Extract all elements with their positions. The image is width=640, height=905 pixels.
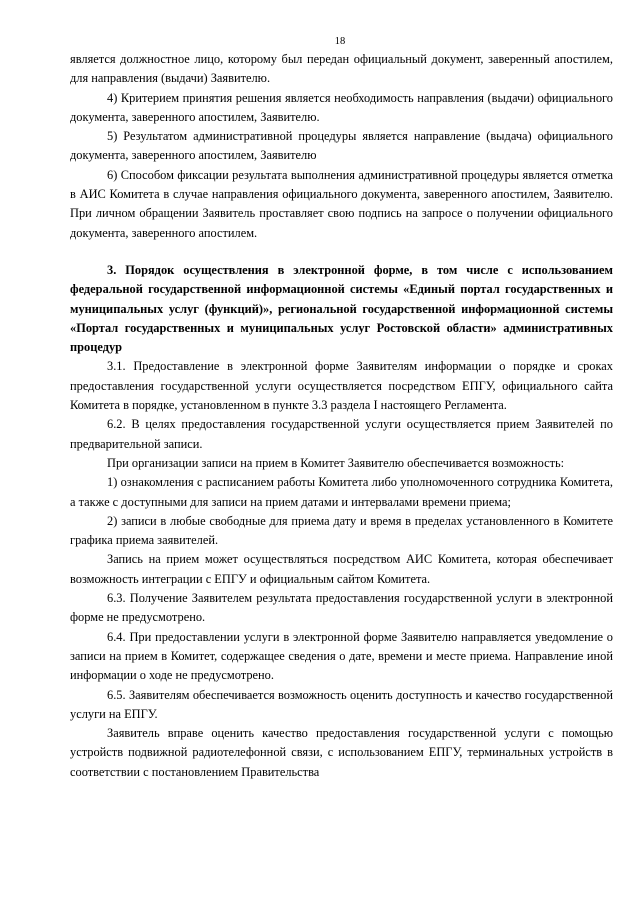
page-number: 18 — [334, 36, 346, 47]
paragraph-ais-appointment: Запись на прием может осуществляться посредством АИС Комитета, которая обеспечивает возможность интеграции с ЕПГУ и официальным сайтом Комитета. — [70, 552, 613, 586]
document-body — [70, 50, 613, 782]
paragraph-item-5: 5) Результатом административной процедуры является направление (выдача) официального документа, заверенного апостилем, Заявителю — [70, 129, 613, 163]
paragraph-6-4: 6.4. При предоставлении услуги в электронной форме Заявителю направляется уведомление о записи на прием в Комитет, содержащее сведения о дате, времени и месте приема. Направление иной информации о ходе не предусмотрено. — [70, 629, 613, 683]
paragraph-6-3: 6.3. Получение Заявителем результата предоставления государственной услуги в электронной форме не предусмотрено. — [70, 591, 613, 625]
paragraph-continuation: является должностное лицо, которому был передан официальный документ, заверенный апостилем, для направления (выдачи) Заявителю. — [70, 52, 613, 86]
paragraph-6-5: 6.5. Заявителям обеспечивается возможность оценить доступность и качество государственной услуги на ЕПГУ. — [70, 687, 613, 721]
paragraph-3-1: 3.1. Предоставление в электронной форме Заявителям информации о порядке и сроках предоставления государственной услуги осуществляется посредством ЕПГУ, официального сайта Комитета в порядке, установленном в пункте 3.3 раздела I настоящего Регламента. — [70, 359, 613, 413]
paragraph-6-2: 6.2. В целях предоставления государственной услуги осуществляется прием Заявителей по предварительной записи. — [70, 417, 613, 451]
paragraph-appointment-item-2: 2) записи в любые свободные для приема дату и время в пределах установленного в Комитете графика приема заявителей. — [70, 513, 613, 548]
paragraph-quality-evaluation: Заявитель вправе оценить качество предоставления государственной услуги с помощью устройств подвижной радиотелефонной связи, с использованием ЕПГУ, терминальных устройств в соответствии с постановлением Правительства — [70, 726, 613, 779]
paragraph-item-4: 4) Критерием принятия решения является необходимость направления (выдачи) официального документа, заверенного апостилем, Заявителю. — [70, 90, 613, 124]
section-heading: 3. Порядок осуществления в электронной форме, в том числе с использованием федеральной государственной информационной системы «Единый портал государственных и муниципальных услуг (функций)», региональной государственной информационной системы «Портал государственных и муниципальных услуг Ростовской области» административных процедур — [70, 262, 613, 355]
paragraph-appointment-intro: При организации записи на прием в Комитет Заявителю обеспечивается возможность: — [107, 455, 565, 470]
paragraph-appointment-item-1: 1) ознакомления с расписанием работы Комитета либо уполномоченного сотрудника Комитета, а также с доступными для записи на прием датами и интервалами времени приема; — [70, 475, 613, 509]
paragraph-item-6: 6) Способом фиксации результата выполнения административной процедуры является отметка в АИС Комитета в случае направления официального документа, заверенного апостилем, Заявителю. При личном обращении Заявитель проставляет свою подпись на запросе о получении официального документа, заверенного апостилем. — [70, 167, 613, 240]
section-spacer — [70, 243, 613, 261]
